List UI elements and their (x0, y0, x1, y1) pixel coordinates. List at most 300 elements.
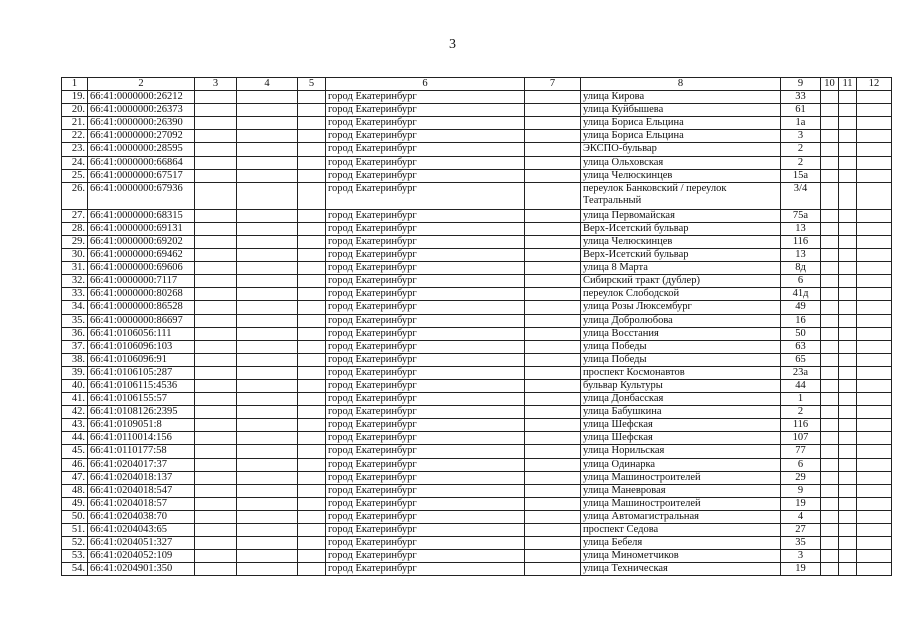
empty-cell (298, 537, 326, 550)
empty-cell (237, 130, 298, 143)
house-number-cell: 49 (781, 301, 821, 314)
street-cell: Верх-Исетский бульвар (581, 249, 781, 262)
empty-cell (195, 288, 237, 301)
empty-cell (857, 406, 892, 419)
column-header: 10 (821, 78, 839, 91)
empty-cell (525, 130, 581, 143)
empty-cell (525, 91, 581, 104)
empty-cell (298, 406, 326, 419)
empty-cell (857, 471, 892, 484)
empty-cell (298, 563, 326, 576)
empty-cell (195, 432, 237, 445)
empty-cell (195, 130, 237, 143)
row-number-cell: 44. (62, 432, 88, 445)
street-cell: улица Донбасская (581, 393, 781, 406)
street-cell: улица Бориса Ельцина (581, 130, 781, 143)
empty-cell (237, 537, 298, 550)
table-row (62, 497, 892, 510)
column-header: 1 (62, 78, 88, 91)
street-cell: улица Машиностроителей (581, 471, 781, 484)
cadastral-number-cell: 66:41:0000000:69202 (88, 235, 195, 248)
empty-cell (839, 458, 857, 471)
empty-cell (839, 524, 857, 537)
empty-cell (839, 117, 857, 130)
empty-cell (839, 249, 857, 262)
empty-cell (857, 419, 892, 432)
empty-cell (857, 497, 892, 510)
table-row (62, 222, 892, 235)
house-number-cell: 116 (781, 419, 821, 432)
empty-cell (821, 249, 839, 262)
table-row (62, 563, 892, 576)
empty-cell (237, 393, 298, 406)
empty-cell (821, 406, 839, 419)
empty-cell (298, 353, 326, 366)
row-number-cell: 24. (62, 156, 88, 169)
empty-cell (839, 379, 857, 392)
empty-cell (195, 510, 237, 523)
empty-cell (857, 104, 892, 117)
empty-cell (237, 288, 298, 301)
empty-cell (237, 340, 298, 353)
empty-cell (298, 484, 326, 497)
empty-cell (525, 314, 581, 327)
street-cell: улица Автомагистральная (581, 510, 781, 523)
empty-cell (195, 314, 237, 327)
empty-cell (857, 327, 892, 340)
header-row (62, 78, 892, 91)
cadastral-number-cell: 66:41:0108126:2395 (88, 406, 195, 419)
street-cell: улица Первомайская (581, 209, 781, 222)
empty-cell (525, 143, 581, 156)
cadastral-number-cell: 66:41:0000000:86697 (88, 314, 195, 327)
empty-cell (525, 222, 581, 235)
street-cell: улица Куйбышева (581, 104, 781, 117)
empty-cell (195, 353, 237, 366)
empty-cell (839, 432, 857, 445)
empty-cell (237, 169, 298, 182)
street-cell: улица Одинарка (581, 458, 781, 471)
table-row (62, 406, 892, 419)
row-number-cell: 54. (62, 563, 88, 576)
table-row (62, 458, 892, 471)
empty-cell (839, 104, 857, 117)
cadastral-number-cell: 66:41:0106155:57 (88, 393, 195, 406)
table-row (62, 510, 892, 523)
empty-cell (195, 563, 237, 576)
city-cell: город Екатеринбург (326, 484, 525, 497)
table-body (62, 91, 892, 576)
empty-cell (821, 366, 839, 379)
street-cell: бульвар Культуры (581, 379, 781, 392)
column-header: 12 (857, 78, 892, 91)
city-cell: город Екатеринбург (326, 563, 525, 576)
city-cell: город Екатеринбург (326, 340, 525, 353)
house-number-cell: 6 (781, 275, 821, 288)
empty-cell (525, 379, 581, 392)
empty-cell (237, 366, 298, 379)
city-cell: город Екатеринбург (326, 222, 525, 235)
table-row (62, 366, 892, 379)
empty-cell (525, 301, 581, 314)
empty-cell (821, 262, 839, 275)
empty-cell (839, 550, 857, 563)
empty-cell (298, 182, 326, 209)
city-cell: город Екатеринбург (326, 432, 525, 445)
table-row (62, 432, 892, 445)
empty-cell (237, 432, 298, 445)
street-cell: улица Машиностроителей (581, 497, 781, 510)
column-header: 4 (237, 78, 298, 91)
cadastral-number-cell: 66:41:0000000:68315 (88, 209, 195, 222)
registry-table (61, 77, 892, 576)
house-number-cell: 16 (781, 314, 821, 327)
table-row (62, 117, 892, 130)
city-cell: город Екатеринбург (326, 249, 525, 262)
empty-cell (857, 288, 892, 301)
row-number-cell: 33. (62, 288, 88, 301)
street-cell: проспект Космонавтов (581, 366, 781, 379)
cadastral-number-cell: 66:41:0000000:80268 (88, 288, 195, 301)
city-cell: город Екатеринбург (326, 419, 525, 432)
city-cell: город Екатеринбург (326, 471, 525, 484)
empty-cell (839, 130, 857, 143)
house-number-cell: 3 (781, 130, 821, 143)
city-cell: город Екатеринбург (326, 156, 525, 169)
empty-cell (237, 458, 298, 471)
cadastral-number-cell: 66:41:0110177:58 (88, 445, 195, 458)
house-number-cell: 1 (781, 393, 821, 406)
empty-cell (525, 419, 581, 432)
house-number-cell: 63 (781, 340, 821, 353)
empty-cell (298, 262, 326, 275)
column-header: 8 (581, 78, 781, 91)
street-cell: ЭКСПО-бульвар (581, 143, 781, 156)
empty-cell (857, 249, 892, 262)
empty-cell (298, 104, 326, 117)
cadastral-number-cell: 66:41:0204901:350 (88, 563, 195, 576)
house-number-cell: 41д (781, 288, 821, 301)
table-row (62, 524, 892, 537)
empty-cell (525, 445, 581, 458)
empty-cell (839, 340, 857, 353)
table-row (62, 156, 892, 169)
house-number-cell: 19 (781, 563, 821, 576)
empty-cell (839, 406, 857, 419)
city-cell: город Екатеринбург (326, 275, 525, 288)
column-header: 9 (781, 78, 821, 91)
street-cell: улица Челюскинцев (581, 169, 781, 182)
table-row (62, 353, 892, 366)
row-number-cell: 30. (62, 249, 88, 262)
cadastral-number-cell: 66:41:0106056:111 (88, 327, 195, 340)
empty-cell (195, 222, 237, 235)
empty-cell (821, 327, 839, 340)
row-number-cell: 28. (62, 222, 88, 235)
empty-cell (821, 130, 839, 143)
empty-cell (857, 445, 892, 458)
empty-cell (525, 550, 581, 563)
street-cell: улица Восстания (581, 327, 781, 340)
empty-cell (298, 393, 326, 406)
empty-cell (237, 510, 298, 523)
house-number-cell: 77 (781, 445, 821, 458)
empty-cell (857, 510, 892, 523)
cadastral-number-cell: 66:41:0000000:26212 (88, 91, 195, 104)
empty-cell (839, 393, 857, 406)
empty-cell (821, 91, 839, 104)
empty-cell (237, 209, 298, 222)
empty-cell (195, 340, 237, 353)
empty-cell (195, 104, 237, 117)
cadastral-number-cell: 66:41:0000000:27092 (88, 130, 195, 143)
empty-cell (821, 524, 839, 537)
house-number-cell: 23а (781, 366, 821, 379)
empty-cell (839, 445, 857, 458)
empty-cell (821, 497, 839, 510)
cadastral-number-cell: 66:41:0106096:91 (88, 353, 195, 366)
empty-cell (857, 143, 892, 156)
house-number-cell: 2 (781, 143, 821, 156)
cadastral-number-cell: 66:41:0000000:69462 (88, 249, 195, 262)
house-number-cell: 1а (781, 117, 821, 130)
street-cell: улица Кирова (581, 91, 781, 104)
street-cell: улица Бориса Ельцина (581, 117, 781, 130)
column-header: 7 (525, 78, 581, 91)
column-header: 6 (326, 78, 525, 91)
empty-cell (821, 301, 839, 314)
empty-cell (821, 222, 839, 235)
empty-cell (298, 156, 326, 169)
cadastral-number-cell: 66:41:0109051:8 (88, 419, 195, 432)
empty-cell (298, 510, 326, 523)
empty-cell (237, 301, 298, 314)
house-number-cell: 35 (781, 537, 821, 550)
row-number-cell: 52. (62, 537, 88, 550)
house-number-cell: 19 (781, 497, 821, 510)
empty-cell (525, 406, 581, 419)
row-number-cell: 46. (62, 458, 88, 471)
street-cell: проспект Седова (581, 524, 781, 537)
empty-cell (821, 104, 839, 117)
empty-cell (195, 419, 237, 432)
table-row (62, 419, 892, 432)
empty-cell (821, 471, 839, 484)
empty-cell (839, 275, 857, 288)
city-cell: город Екатеринбург (326, 393, 525, 406)
empty-cell (237, 104, 298, 117)
street-cell: улица Маневровая (581, 484, 781, 497)
empty-cell (857, 301, 892, 314)
empty-cell (821, 353, 839, 366)
city-cell: город Екатеринбург (326, 353, 525, 366)
city-cell: город Екатеринбург (326, 327, 525, 340)
empty-cell (857, 222, 892, 235)
table-row (62, 484, 892, 497)
empty-cell (839, 222, 857, 235)
empty-cell (821, 314, 839, 327)
empty-cell (525, 262, 581, 275)
empty-cell (195, 182, 237, 209)
empty-cell (839, 91, 857, 104)
empty-cell (195, 235, 237, 248)
house-number-cell: 6 (781, 458, 821, 471)
empty-cell (857, 275, 892, 288)
empty-cell (821, 484, 839, 497)
empty-cell (839, 510, 857, 523)
empty-cell (298, 209, 326, 222)
empty-cell (237, 235, 298, 248)
empty-cell (298, 222, 326, 235)
row-number-cell: 38. (62, 353, 88, 366)
cadastral-number-cell: 66:41:0204017:37 (88, 458, 195, 471)
empty-cell (237, 563, 298, 576)
empty-cell (525, 393, 581, 406)
cadastral-number-cell: 66:41:0110014:156 (88, 432, 195, 445)
row-number-cell: 29. (62, 235, 88, 248)
empty-cell (195, 393, 237, 406)
empty-cell (821, 169, 839, 182)
empty-cell (298, 91, 326, 104)
table-row (62, 314, 892, 327)
house-number-cell: 2 (781, 156, 821, 169)
empty-cell (298, 235, 326, 248)
cadastral-number-cell: 66:41:0204052:109 (88, 550, 195, 563)
empty-cell (525, 209, 581, 222)
table-row (62, 249, 892, 262)
empty-cell (821, 379, 839, 392)
street-cell: улица Добролюбова (581, 314, 781, 327)
empty-cell (298, 327, 326, 340)
empty-cell (298, 340, 326, 353)
empty-cell (195, 262, 237, 275)
cadastral-number-cell: 66:41:0106105:287 (88, 366, 195, 379)
city-cell: город Екатеринбург (326, 379, 525, 392)
empty-cell (857, 130, 892, 143)
house-number-cell: 4 (781, 510, 821, 523)
row-number-cell: 34. (62, 301, 88, 314)
empty-cell (857, 484, 892, 497)
street-cell: улица Техническая (581, 563, 781, 576)
cadastral-number-cell: 66:41:0000000:28595 (88, 143, 195, 156)
table-row (62, 169, 892, 182)
street-cell: улица Норильская (581, 445, 781, 458)
empty-cell (195, 484, 237, 497)
cadastral-number-cell: 66:41:0106115:4536 (88, 379, 195, 392)
house-number-cell: 50 (781, 327, 821, 340)
empty-cell (298, 458, 326, 471)
cadastral-number-cell: 66:41:0204018:547 (88, 484, 195, 497)
empty-cell (237, 497, 298, 510)
empty-cell (839, 314, 857, 327)
row-number-cell: 20. (62, 104, 88, 117)
empty-cell (525, 340, 581, 353)
table-row (62, 275, 892, 288)
table-row (62, 288, 892, 301)
empty-cell (839, 537, 857, 550)
row-number-cell: 26. (62, 182, 88, 209)
row-number-cell: 42. (62, 406, 88, 419)
empty-cell (237, 91, 298, 104)
empty-cell (839, 419, 857, 432)
empty-cell (857, 393, 892, 406)
cadastral-number-cell: 66:41:0000000:67517 (88, 169, 195, 182)
city-cell: город Екатеринбург (326, 445, 525, 458)
empty-cell (525, 327, 581, 340)
column-header: 5 (298, 78, 326, 91)
empty-cell (839, 484, 857, 497)
empty-cell (839, 235, 857, 248)
empty-cell (857, 169, 892, 182)
city-cell: город Екатеринбург (326, 262, 525, 275)
city-cell: город Екатеринбург (326, 288, 525, 301)
row-number-cell: 23. (62, 143, 88, 156)
empty-cell (821, 143, 839, 156)
empty-cell (298, 288, 326, 301)
empty-cell (857, 537, 892, 550)
empty-cell (821, 458, 839, 471)
house-number-cell: 13 (781, 222, 821, 235)
table-row (62, 143, 892, 156)
empty-cell (525, 117, 581, 130)
cadastral-number-cell: 66:41:0204043:65 (88, 524, 195, 537)
cadastral-number-cell: 66:41:0000000:26373 (88, 104, 195, 117)
empty-cell (821, 510, 839, 523)
empty-cell (298, 314, 326, 327)
empty-cell (195, 524, 237, 537)
city-cell: город Екатеринбург (326, 117, 525, 130)
row-number-cell: 31. (62, 262, 88, 275)
empty-cell (525, 537, 581, 550)
street-cell: улица Розы Люксембург (581, 301, 781, 314)
empty-cell (821, 209, 839, 222)
empty-cell (821, 156, 839, 169)
street-cell: Сибирский тракт (дублер) (581, 275, 781, 288)
empty-cell (237, 419, 298, 432)
empty-cell (298, 524, 326, 537)
street-cell: улица Шефская (581, 432, 781, 445)
empty-cell (237, 379, 298, 392)
empty-cell (298, 130, 326, 143)
empty-cell (298, 143, 326, 156)
table-row (62, 327, 892, 340)
empty-cell (525, 366, 581, 379)
table-row (62, 91, 892, 104)
row-number-cell: 45. (62, 445, 88, 458)
empty-cell (525, 235, 581, 248)
cadastral-number-cell: 66:41:0000000:69131 (88, 222, 195, 235)
empty-cell (298, 117, 326, 130)
empty-cell (237, 406, 298, 419)
empty-cell (525, 104, 581, 117)
empty-cell (821, 432, 839, 445)
city-cell: город Екатеринбург (326, 130, 525, 143)
row-number-cell: 35. (62, 314, 88, 327)
empty-cell (821, 288, 839, 301)
house-number-cell: 44 (781, 379, 821, 392)
table-row (62, 445, 892, 458)
empty-cell (195, 379, 237, 392)
cadastral-number-cell: 66:41:0106096:103 (88, 340, 195, 353)
street-cell: переулок Слободской (581, 288, 781, 301)
table-row (62, 301, 892, 314)
cadastral-number-cell: 66:41:0204018:57 (88, 497, 195, 510)
empty-cell (857, 91, 892, 104)
empty-cell (857, 262, 892, 275)
empty-cell (237, 314, 298, 327)
empty-cell (298, 419, 326, 432)
empty-cell (237, 445, 298, 458)
